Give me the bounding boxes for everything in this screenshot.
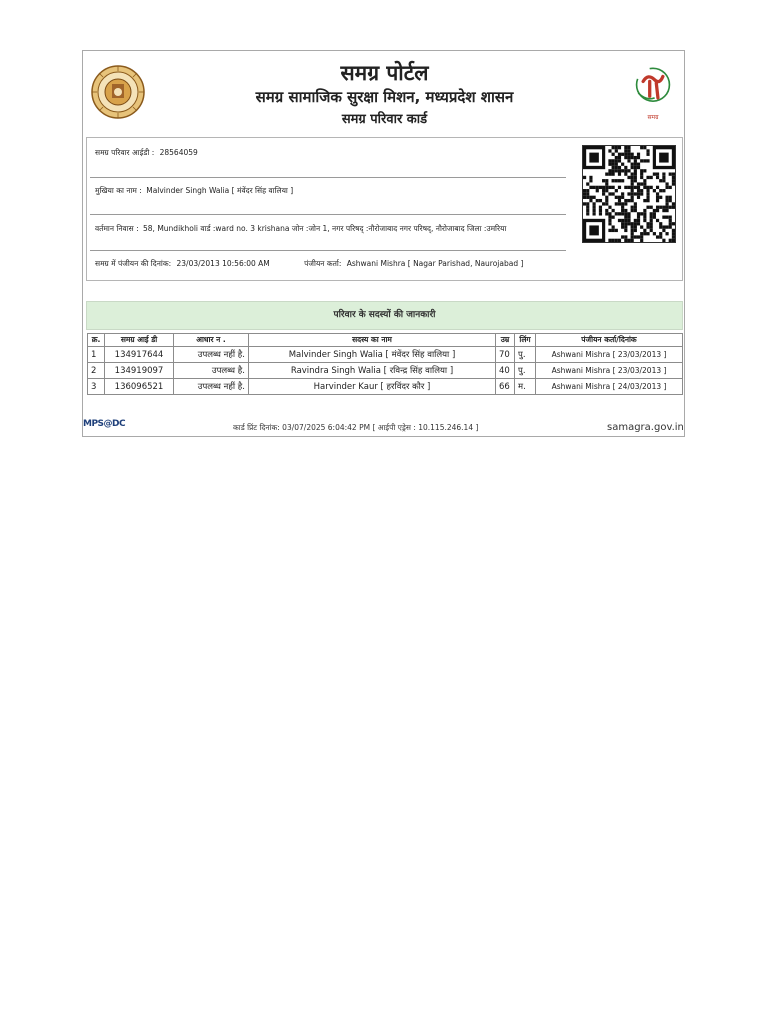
col-header-serial: क्र. (88, 334, 105, 347)
col-header-member-name: सदस्य का नाम (249, 334, 496, 347)
family-info-box (86, 137, 683, 281)
cell-registrar-date: Ashwani Mishra [ 23/03/2013 ] (536, 347, 683, 363)
cell-member-name: Harvinder Kaur [ हरविंदर कौर ] (249, 379, 496, 395)
reg-date-label: समग्र में पंजीयन की दिनांक: (95, 259, 172, 268)
mission-subtitle: समग्र सामाजिक सुरक्षा मिशन, मध्यप्रदेश शासन (255, 88, 514, 106)
address-value: 58, Mundikholi वार्ड :ward no. 3 krishana जोन :जोन 1, नगर परिषद् :नौरोजाबाद नगर परिषद्, नौरोजाबाद जिला :उमरिया (143, 224, 507, 233)
members-table (87, 333, 683, 395)
cell-gender: पु. (515, 347, 536, 363)
head-row (95, 186, 293, 196)
table-row (88, 379, 683, 395)
card-title: समग्र परिवार कार्ड (341, 112, 428, 127)
reg-date-value: 23/03/2013 10:56:00 AM (176, 259, 270, 268)
cell-serial: 2 (88, 363, 105, 379)
col-header-gender: लिंग (515, 334, 536, 347)
family-id-value: 28564059 (159, 148, 198, 157)
registrar-value: Ashwani Mishra [ Nagar Parishad, Naurojabad ] (346, 259, 524, 268)
members-table-header (88, 334, 683, 347)
divider (90, 214, 566, 215)
cell-samagra-id: 134917644 (105, 347, 174, 363)
mpsedc-logo: MPS@DC (83, 419, 126, 429)
cell-serial: 1 (88, 347, 105, 363)
print-info: कार्ड प्रिंट दिनांक: 03/07/2025 6:04:42 PM [ आईपी एड्रेस : 10.115.246.14 ] (233, 423, 479, 432)
cell-gender: पु. (515, 363, 536, 379)
members-section-title: परिवार के सदस्यों की जानकारी (86, 301, 683, 330)
head-value: Malvinder Singh Walia [ मंवेंदर सिंह वालिया ] (146, 186, 294, 195)
col-header-aadhaar: आधार न . (174, 334, 249, 347)
cell-aadhaar: उपलब्ध नहीं है. (174, 347, 249, 363)
cell-member-name: Ravindra Singh Walia [ रविन्द्र सिंह वालिया ] (249, 363, 496, 379)
qr-code-icon (583, 146, 675, 242)
cell-age: 66 (496, 379, 515, 395)
col-header-registrar-date: पंजीयन कर्ता/दिनांक (536, 334, 683, 347)
address-label: वर्तमान निवास : (95, 224, 139, 233)
samagra-logo-icon (625, 65, 681, 111)
samagra-logo (625, 65, 681, 121)
divider (90, 250, 566, 251)
col-header-samagra-id: समग्र आई डी (105, 334, 174, 347)
cell-samagra-id: 136096521 (105, 379, 174, 395)
cell-aadhaar: उपलब्ध नहीं है. (174, 379, 249, 395)
table-row (88, 363, 683, 379)
family-id-row (95, 148, 198, 158)
website-link[interactable]: samagra.gov.in (607, 422, 684, 433)
registrar-label: पंजीयन कर्ता: (304, 259, 342, 268)
cell-age: 40 (496, 363, 515, 379)
family-id-label: समग्र परिवार आईडी : (95, 148, 155, 157)
cell-serial: 3 (88, 379, 105, 395)
head-label: मुखिया का नाम : (95, 186, 142, 195)
cell-registrar-date: Ashwani Mishra [ 24/03/2013 ] (536, 379, 683, 395)
table-row (88, 347, 683, 363)
address-row (95, 224, 506, 234)
qr-code (582, 145, 676, 243)
col-header-age: उम्र (496, 334, 515, 347)
samagra-family-card (82, 50, 685, 437)
portal-title: समग्र पोर्टल (340, 61, 429, 85)
cell-age: 70 (496, 347, 515, 363)
cell-member-name: Malvinder Singh Walia [ मंवेंदर सिंह वालिया ] (249, 347, 496, 363)
cell-samagra-id: 134919097 (105, 363, 174, 379)
divider (90, 177, 566, 178)
cell-registrar-date: Ashwani Mishra [ 23/03/2013 ] (536, 363, 683, 379)
cell-gender: म. (515, 379, 536, 395)
registration-row (95, 259, 523, 269)
samagra-logo-text: समग्र (647, 114, 659, 121)
cell-aadhaar: उपलब्ध है. (174, 363, 249, 379)
